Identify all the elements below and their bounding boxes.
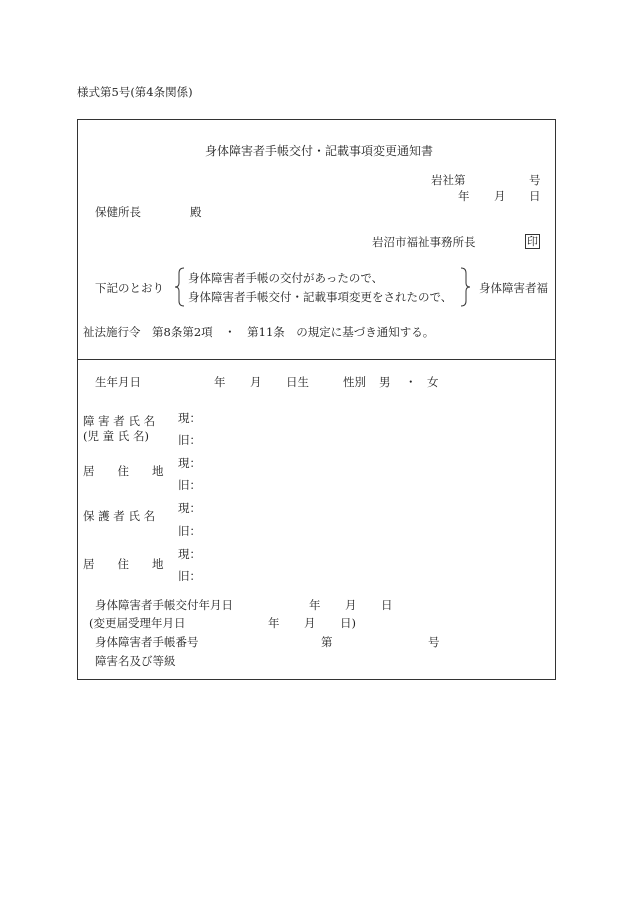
addressee-honorific: 殿 <box>190 205 202 219</box>
doc-number-suffix: 号 <box>529 173 541 187</box>
body-option-1: 身体障害者手帳の交付があったので、 <box>188 271 384 285</box>
addressee-name: 保健所長 <box>95 205 141 219</box>
birth-day: 日生 <box>286 375 309 389</box>
disabled-name-current: 現： <box>178 411 201 425</box>
guardian-name-former: 旧： <box>178 524 201 538</box>
issue-date-day: 日 <box>381 598 393 612</box>
birth-month: 月 <box>250 375 262 389</box>
section-divider <box>77 359 556 360</box>
body-lead: 下記のとおり <box>95 281 164 295</box>
disabled-name-label: 障 害 者 氏 名 <box>83 414 156 428</box>
form-number: 様式第5号(第4条関係) <box>77 85 193 99</box>
issue-date-label: 身体障害者手帳交付年月日 <box>95 598 233 612</box>
change-date-month: 月 <box>304 616 316 630</box>
document-title: 身体障害者手帳交付・記載事項変更通知書 <box>205 144 434 158</box>
issue-date-month: 月 <box>345 598 357 612</box>
gender-male: 男 <box>379 375 391 389</box>
gender-dot: ・ <box>405 375 417 389</box>
disabled-name-former: 旧： <box>178 433 201 447</box>
handbook-number-prefix: 第 <box>321 635 333 649</box>
residence-2-label: 居 住 地 <box>83 557 164 571</box>
residence-1-former: 旧： <box>178 478 201 492</box>
change-date-day: 日) <box>340 616 356 630</box>
guardian-name-current: 現： <box>178 501 201 515</box>
date-month-label: 月 <box>494 189 506 203</box>
sender-name: 岩沼市福祉事務所長 <box>372 235 476 249</box>
disability-label: 障害名及び等級 <box>95 654 176 668</box>
guardian-name-label: 保 護 者 氏 名 <box>83 509 156 523</box>
change-date-label: (変更届受理年月日 <box>89 616 186 630</box>
date-day-label: 日 <box>529 189 541 203</box>
gender-female: 女 <box>427 375 439 389</box>
doc-number-prefix: 岩社第 <box>431 173 466 187</box>
issue-date-year: 年 <box>309 598 321 612</box>
birth-year: 年 <box>214 375 226 389</box>
gender-label: 性別 <box>343 375 366 389</box>
body-option-2: 身体障害者手帳交付・記載事項変更をされたので、 <box>188 290 453 304</box>
handbook-number-label: 身体障害者手帳番号 <box>95 635 199 649</box>
change-date-year: 年 <box>268 616 280 630</box>
handbook-number-suffix: 号 <box>428 635 440 649</box>
child-name-label: (児 童 氏 名) <box>83 429 149 443</box>
date-year-label: 年 <box>458 189 470 203</box>
seal-mark: 印 <box>527 235 538 248</box>
birth-label: 生年月日 <box>95 375 141 389</box>
left-brace <box>175 267 185 307</box>
right-brace <box>460 267 470 307</box>
form-frame <box>77 119 556 680</box>
body-tail: 身体障害者福 <box>479 281 548 295</box>
residence-2-current: 現： <box>178 547 201 561</box>
residence-2-former: 旧： <box>178 569 201 583</box>
body-line-2: 祉法施行令 第8条第2項 ・ 第11条 の規定に基づき通知する。 <box>83 325 435 339</box>
residence-1-current: 現： <box>178 456 201 470</box>
residence-1-label: 居 住 地 <box>83 464 164 478</box>
